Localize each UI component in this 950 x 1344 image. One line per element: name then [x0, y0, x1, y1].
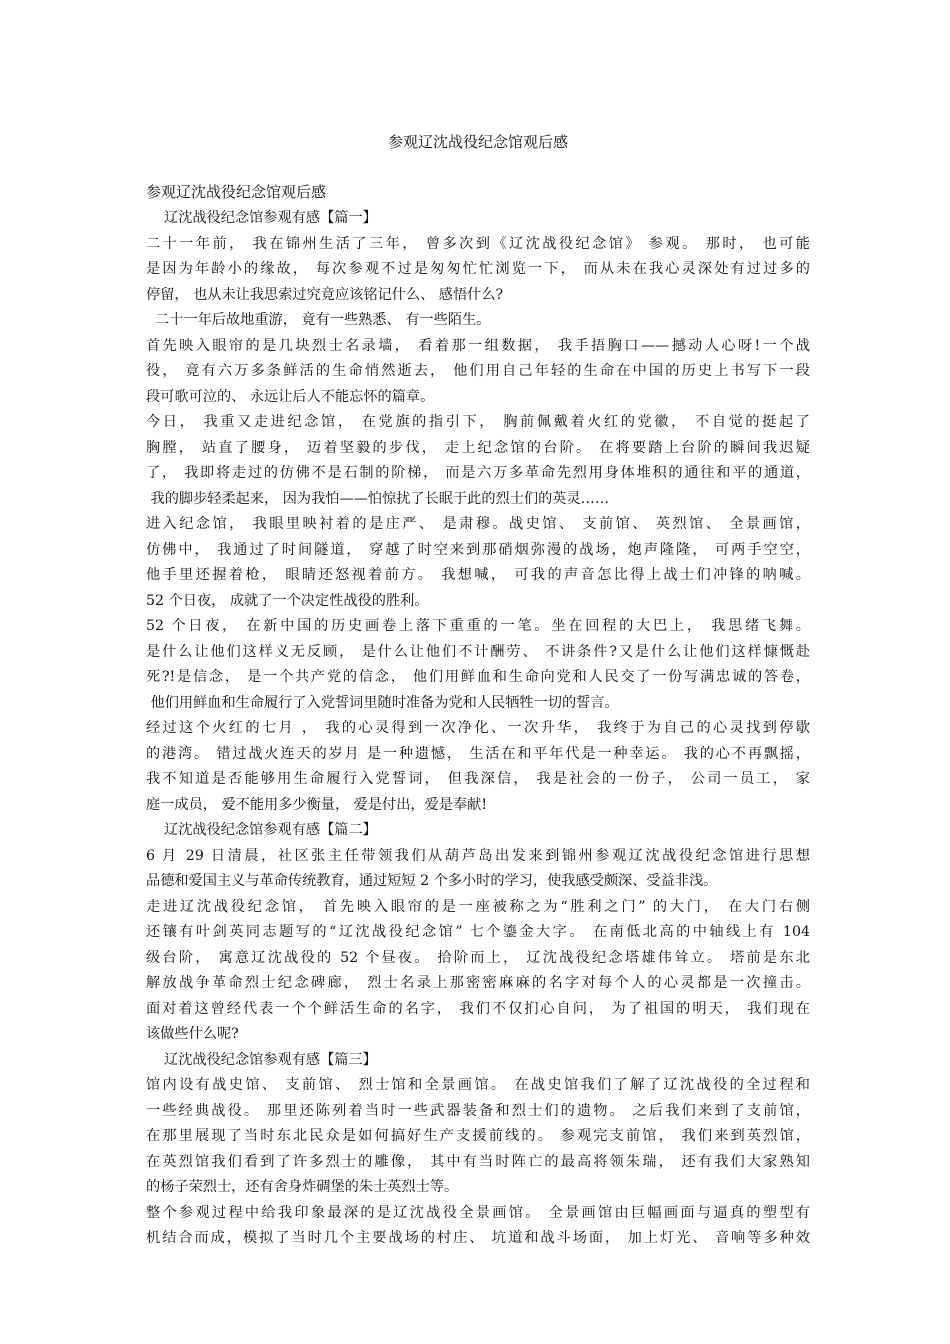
text-line: 52 个日夜， 在新中国的历史画卷上落下重重的一笔。坐在回程的大巴上， 我思绪飞舞。: [146, 618, 810, 634]
text-line: 走进辽沈战役纪念馆， 首先映入眼帘的是一座被称之为“胜利之门” 的大门， 在大门右侧: [146, 898, 810, 915]
text-line: 的杨子荣烈士，还有舍身炸碉堡的朱士英烈士等。: [146, 1179, 459, 1195]
section-heading: 辽沈战役纪念馆参观有感【篇三】: [146, 1051, 377, 1068]
text-line: 馆内设有战史馆、 支前馆、 烈士馆和全景画馆。 在战史馆我们了解了辽沈战役的全过程和: [146, 1077, 810, 1093]
text-line: 一些经典战役。 那里还陈列着当时一些武器装备和烈士们的遗物。 之后我们来到了支前馆，: [146, 1102, 810, 1119]
text-line: 了， 我即将走过的仿佛不是石制的阶梯， 而是六万多革命先烈用身体堆积的通往和平的通道，: [146, 465, 810, 481]
text-line: 还镶有叶剑英同志题写的“辽沈战役纪念馆” 七个鎏金大字。 在南低北高的中轴线上有 104: [146, 924, 810, 940]
text-line: 他手里还握着枪， 眼睛还怒视着前方。 我想喊， 可我的声音怎比得上战士们冲锋的呐喊。: [146, 567, 810, 583]
text-line: 死?!是信念， 是一个共产党的信念， 他们用鲜血和生命向党和人民交了一份写满忠诚的答卷，: [146, 669, 810, 685]
text-line: 二十一年后故地重游， 竟有一些熟悉、 有一些陌生。: [146, 312, 491, 328]
text-line: 整个参观过程中给我印象最深的是辽沈战役全景画馆。 全景画馆由巨幅画面与逼真的塑型有: [146, 1204, 810, 1221]
text-line: 进入纪念馆， 我眼里映衬着的是庄严、 是肃穆。战史馆、 支前馆、 英烈馆、 全景画馆，: [146, 516, 810, 532]
section-heading: 辽沈战役纪念馆参观有感【篇一】: [146, 210, 377, 226]
text-line: 52 个日夜， 成就了一个决定性战役的胜利。: [146, 592, 429, 609]
text-line: 在那里展现了当时东北民众是如何搞好生产支援前线的。 参观完支前馆， 我们来到英烈馆，: [146, 1128, 810, 1144]
document-title: 参观辽沈战役纪念馆观后感: [387, 133, 568, 151]
document-body: [146, 206, 810, 1252]
text-line: 段可歌可泣的、 永远让后人不能忘怀的篇章。: [146, 388, 435, 405]
text-line: 我不知道是否能够用生命履行入党誓词， 但我深信， 我是社会的一份子， 公司一员工， 家: [146, 771, 810, 787]
text-line: 在英烈馆我们看到了许多烈士的雕像， 其中有当时阵亡的最高将领朱瑞， 还有我们大家熟知: [146, 1153, 810, 1170]
text-line: 今日， 我重又走进纪念馆， 在党旗的指引下， 胸前佩戴着火红的党徽， 不自觉的挺起了: [146, 414, 810, 430]
text-line: 品德和爱国主义与革命传统教育，通过短短 2 个多小时的学习，使我感受颇深、受益非浅。: [146, 873, 718, 889]
text-line: 停留， 也从未让我思索过究竟应该铭记什么、 感悟什么?: [146, 286, 504, 303]
document-subtitle: 参观辽沈战役纪念馆观后感: [146, 183, 327, 201]
text-line: 二十一年前， 我在锦州生活了三年， 曾多次到《辽沈战役纪念馆》 参观。 那时， 也可能: [146, 235, 810, 252]
text-line: 是因为年龄小的缘故， 每次参观不过是匆匆忙忙浏览一下， 而从未在我心灵深处有过过多的: [146, 261, 810, 277]
text-line: 经过这个火红的七月 ， 我的心灵得到一次净化、一次升华， 我终于为自己的心灵找到停歇: [146, 720, 810, 736]
text-line: 是什么让他们这样义无反顾， 是什么让他们不计酬劳、 不讲条件?又是什么让他们这样慷慨赴: [146, 643, 810, 660]
text-line: 该做些什么呢?: [146, 1026, 239, 1042]
text-line: 级台阶， 寓意辽沈战役的 52 个昼夜。 拾阶而上， 辽沈战役纪念塔雄伟耸立。 塔前是东北: [146, 949, 810, 966]
text-line: 面对着这曾经代表一个个鲜活生命的名字， 我们不仅扪心自问， 为了祖国的明天， 我们现在: [146, 1000, 810, 1017]
text-line: 役， 竟有六万多条鲜活的生命悄然逝去， 他们用自己年轻的生命在中国的历史上书写下一段: [146, 363, 810, 379]
text-line: 庭一成员， 爱不能用多少衡量， 爱是付出，爱是奉献!: [146, 796, 488, 813]
text-line: 首先映入眼帘的是几块烈士名录墙， 看着那一组数据， 我手捂胸口——撼动人心呀!一个战: [146, 337, 810, 354]
text-line: 解放战争革命烈士纪念碑廊， 烈士名录上那密密麻麻的名字对每个人的心灵都是一次撞击。: [146, 975, 810, 991]
section-heading: 辽沈战役纪念馆参观有感【篇二】: [146, 822, 377, 838]
text-line: 机结合而成，模拟了当时几个主要战场的村庄、 坑道和战斗场面， 加上灯光、 音响等多种效: [146, 1230, 810, 1246]
text-line: 他们用鲜血和生命履行了入党誓词里随时准备为党和人民牺牲一切的誓言。: [146, 694, 619, 711]
document-page: [146, 132, 810, 1252]
text-line: 的港湾。 错过战火连天的岁月 是一种遗憾， 生活在和平年代是一种幸运。 我的心不再飘摇，: [146, 745, 810, 762]
text-line: 仿佛中， 我通过了时间隧道， 穿越了时空来到那硝烟弥漫的战场，炮声隆隆， 可两手空空，: [146, 541, 810, 558]
text-line: 6 月 29 日清晨，社区张主任带领我们从葫芦岛出发来到锦州参观辽沈战役纪念馆进行思想: [146, 847, 810, 864]
text-line: 胸膛， 站直了腰身， 迈着坚毅的步伐， 走上纪念馆的台阶。 在将要踏上台阶的瞬间我迟疑: [146, 439, 810, 456]
text-line: 我的脚步轻柔起来， 因为我怕——怕惊扰了长眠于此的烈士们的英灵……: [146, 490, 610, 507]
